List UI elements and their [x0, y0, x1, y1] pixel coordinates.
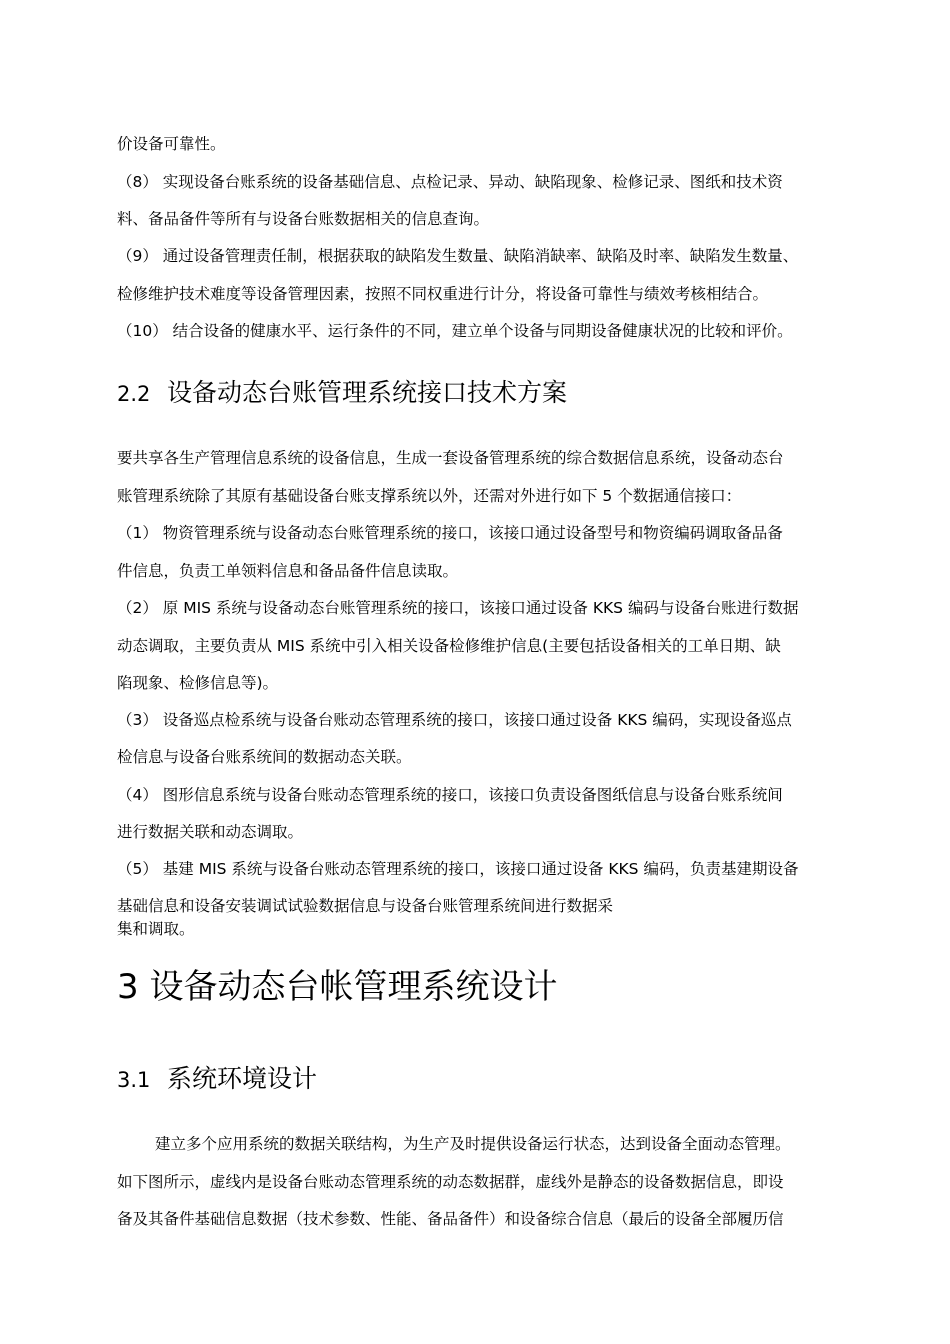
chapter-heading-3: 3 设备动态台帐管理系统设计: [117, 967, 558, 1007]
section-number: 3.1: [117, 1068, 151, 1092]
paragraph-line: 陷现象、检修信息等)。: [117, 674, 279, 692]
section-title: 系统环境设计: [167, 1064, 318, 1093]
paragraph-line: 件信息，负责工单领料信息和备品备件信息读取。: [117, 562, 459, 580]
list-item-5: （5） 基建 MIS 系统与设备台账动态管理系统的接口，该接口通过设备 KKS 编码，负责基建期设备: [117, 860, 799, 878]
list-item-4: （4） 图形信息系统与设备台账动态管理系统的接口，该接口负责设备图纸信息与设备台账系统间: [117, 786, 783, 804]
paragraph-line: 检信息与设备台账系统间的数据动态关联。: [117, 748, 412, 766]
list-item-3: （3） 设备巡点检系统与设备台账动态管理系统的接口，该接口通过设备 KKS 编码，实现设备巡点: [117, 711, 792, 729]
section-title: 设备动态台账管理系统接口技术方案: [167, 378, 568, 407]
paragraph-line: 进行数据关联和动态调取。: [117, 823, 304, 841]
paragraph-line: 动态调取，主要负责从 MIS 系统中引入相关设备检修维护信息(主要包括设备相关的工单日期、缺: [117, 637, 781, 655]
paragraph-line: 基础信息和设备安装调试试验数据信息与设备台账管理系统间进行数据采: [117, 897, 614, 915]
paragraph-line: 价设备可靠性。: [117, 135, 226, 153]
section-heading-3-1: [117, 1063, 317, 1096]
paragraph-line: 账管理系统除了其原有基础设备台账支撑系统以外，还需对外进行如下 5 个数据通信接口：: [117, 487, 742, 505]
list-item-1: （1） 物资管理系统与设备动态台账管理系统的接口，该接口通过设备型号和物资编码调取备品备: [117, 524, 783, 542]
paragraph-line: 如下图所示，虚线内是设备台账动态管理系统的动态数据群，虚线外是静态的设备数据信息，即设: [117, 1173, 784, 1191]
paragraph-line: 检修维护技术难度等设备管理因素，按照不同权重进行计分，将设备可靠性与绩效考核相结合。: [117, 285, 769, 303]
list-item-2: （2） 原 MIS 系统与设备动态台账管理系统的接口，该接口通过设备 KKS 编码与设备台账进行数据: [117, 599, 799, 617]
section-number: 2.2: [117, 382, 151, 406]
list-item-9: （9） 通过设备管理责任制，根据获取的缺陷发生数量、缺陷消缺率、缺陷及时率、缺陷发生数量、: [117, 247, 799, 265]
list-item-10: （10） 结合设备的健康水平、运行条件的不同，建立单个设备与同期设备健康状况的比较和评价。: [117, 322, 793, 340]
paragraph-line: 集和调取。: [117, 920, 195, 938]
paragraph-line: 要共享各生产管理信息系统的设备信息，生成一套设备管理系统的综合数据信息系统，设备动态台: [117, 449, 784, 467]
paragraph-line: 备及其备件基础信息数据（技术参数、性能、备品备件）和设备综合信息（最后的设备全部履历信: [117, 1210, 784, 1228]
paragraph-line: 建立多个应用系统的数据关联结构，为生产及时提供设备运行状态，达到设备全面动态管理。: [155, 1135, 791, 1153]
section-heading-2-2: [117, 377, 567, 410]
list-item-8: （8） 实现设备台账系统的设备基础信息、点检记录、异动、缺陷现象、检修记录、图纸和技术资: [117, 173, 783, 191]
paragraph-line: 料、备品备件等所有与设备台账数据相关的信息查询。: [117, 210, 490, 228]
